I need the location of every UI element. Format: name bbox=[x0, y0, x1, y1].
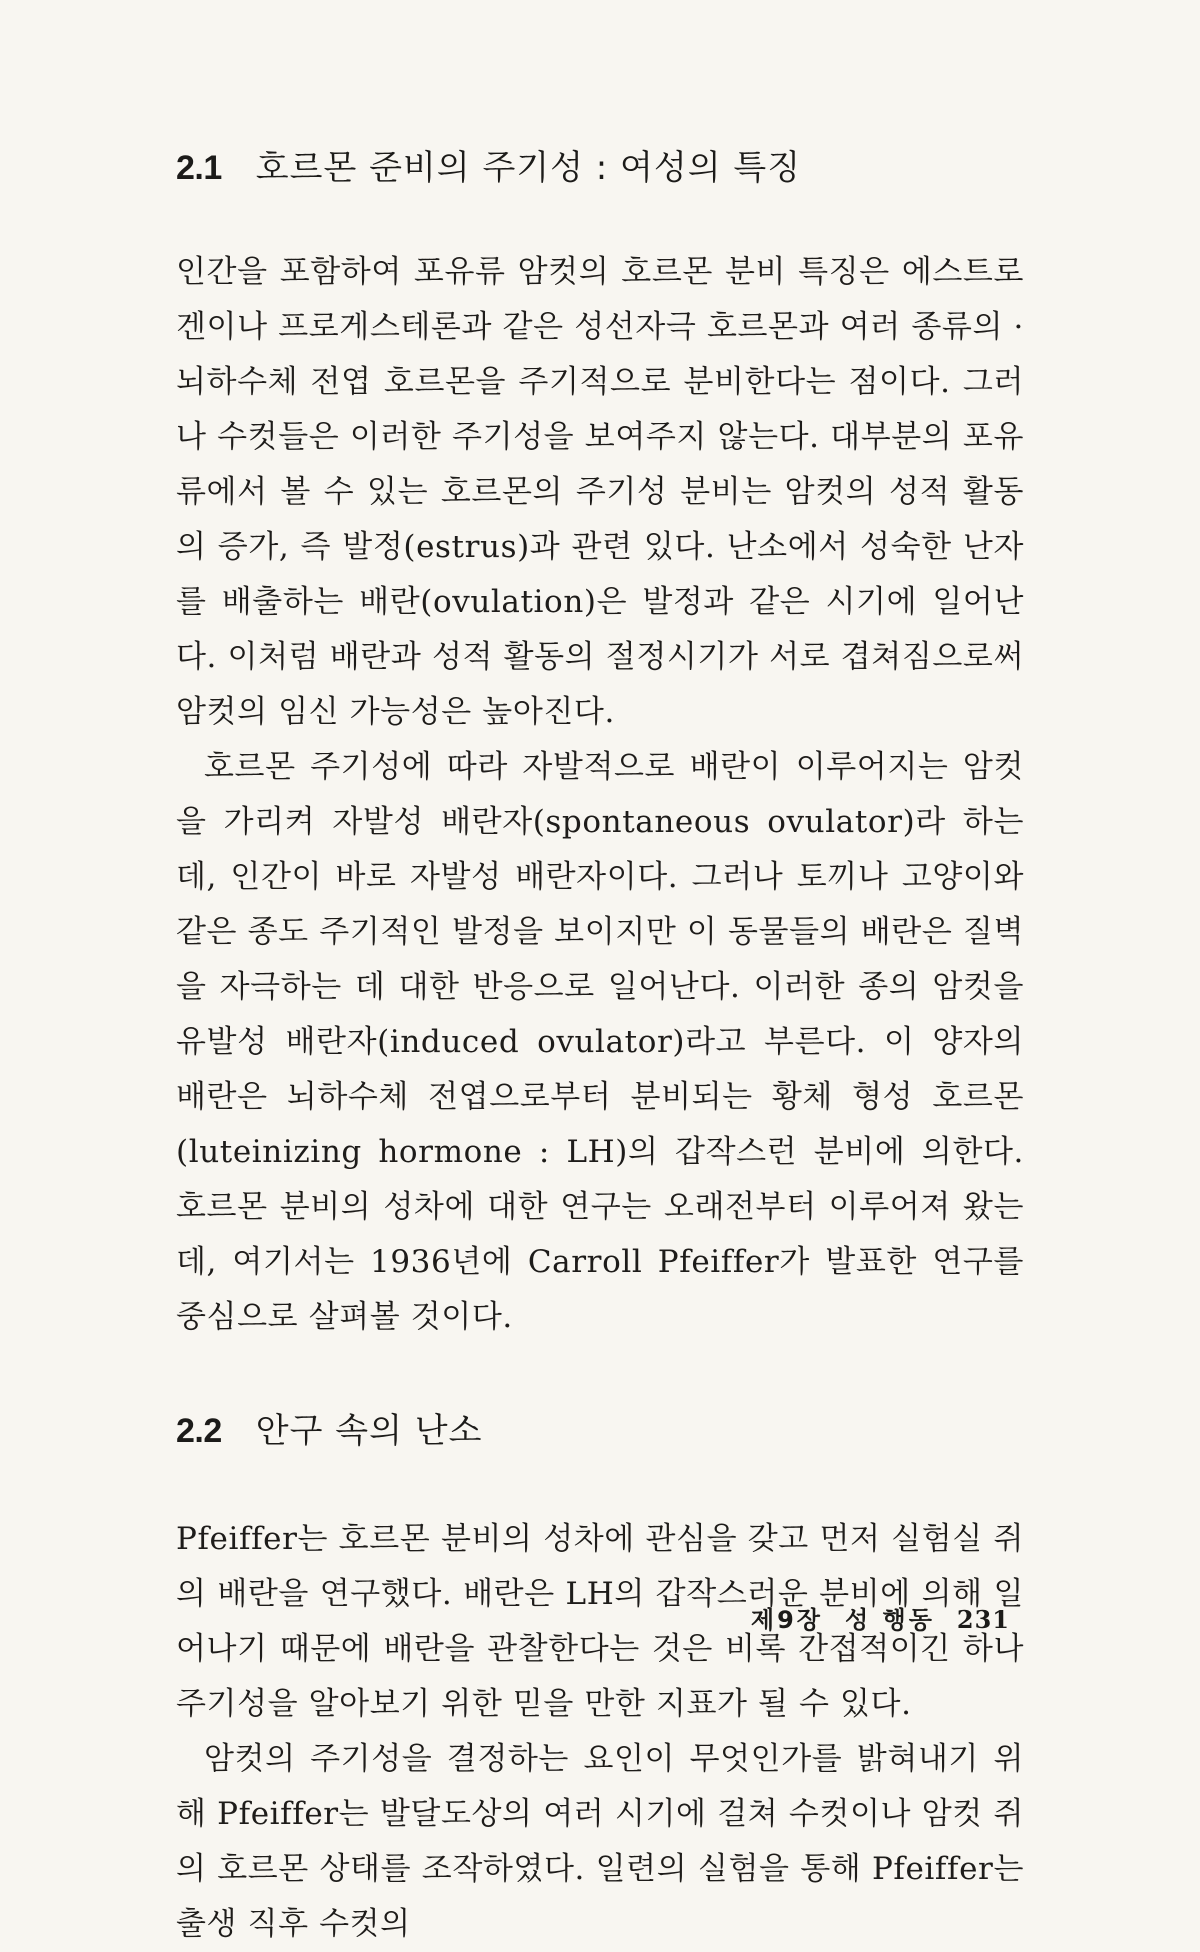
section-heading bbox=[176, 1403, 1024, 1452]
paragraph: 암컷의 주기성을 결정하는 요인이 무엇인가를 밝혀내기 위해 Pfeiffer는 발달도상의 여러 시기에 걸쳐 수컷이나 암컷 쥐의 호르몬 상태를 조작하였다. 일련의 실험을 통해 Pfeiffer는 출생 직후 수컷의 bbox=[176, 1741, 1024, 1942]
paragraph: 인간을 포함하여 포유류 암컷의 호르몬 분비 특징은 에스트로겐이나 프로게스테론과 같은 성선자극 호르몬과 여러 종류의 ·뇌하수체 전엽 호르몬을 주기적으로 분비한다는 점이다. 그러나 수컷들은 이러한 주기성을 보여주지 않는다. 대부분의 포유류에서 볼 수 있는 호르몬의 주기성 분비는 암컷의 성적 활동의 증가, 즉 발정(estrus)과 관련 있다. 난소에서 성숙한 난자를 배출하는 배란(ovulation)은 발정과 같은 시기에 일어난다. 이처럼 배란과 성적 활동의 절정시기가 서로 겹쳐짐으로써 암컷의 임신 가능성은 높아진다. bbox=[176, 254, 1024, 730]
paragraph: Pfeiffer는 호르몬 분비의 성차에 관심을 갖고 먼저 실험실 쥐의 배란을 연구했다. 배란은 LH의 갑작스러운 분비에 의해 일어나기 때문에 배란을 관찰한다는 것은 비록 간접적이긴 하나 주기성을 알아보기 위한 믿을 만한 지표가 될 수 있다. bbox=[176, 1521, 1024, 1722]
section-title: 호르몬 준비의 주기성 : 여성의 특징 bbox=[255, 148, 802, 188]
section-number: 2.1 bbox=[176, 149, 222, 187]
section-body bbox=[176, 245, 1024, 1345]
section-heading bbox=[176, 140, 1024, 189]
page-footer bbox=[751, 1600, 1010, 1635]
chapter-label: 제9장 bbox=[750, 1606, 823, 1634]
chapter-title: 성 행동 bbox=[844, 1606, 935, 1634]
section-title: 안구 속의 난소 bbox=[255, 1411, 483, 1451]
section-body bbox=[176, 1512, 1024, 1952]
paragraph: 호르몬 주기성에 따라 자발적으로 배란이 이루어지는 암컷을 가리켜 자발성 배란자(spontaneous ovulator)라 하는데, 인간이 바로 자발성 배란자이다. 그러나 토끼나 고양이와 같은 종도 주기적인 발정을 보이지만 이 동물들의 배란은 질벽을 자극하는 데 대한 반응으로 일어난다. 이러한 종의 암컷을 유발성 배란자(induced ovulator)라고 부른다. 이 양자의 배란은 뇌하수체 전엽으로부터 분비되는 황체 형성 호르몬(luteinizing hormone : LH)의 갑작스런 분비에 의한다. 호르몬 분비의 성차에 대한 연구는 오래전부터 이루어져 왔는데, 여기서는 1936년에 Carroll Pfeiffer가 발표한 연구를 중심으로 살펴볼 것이다. bbox=[176, 749, 1024, 1335]
section-number: 2.2 bbox=[176, 1412, 222, 1450]
page-number: 231 bbox=[956, 1605, 1010, 1634]
